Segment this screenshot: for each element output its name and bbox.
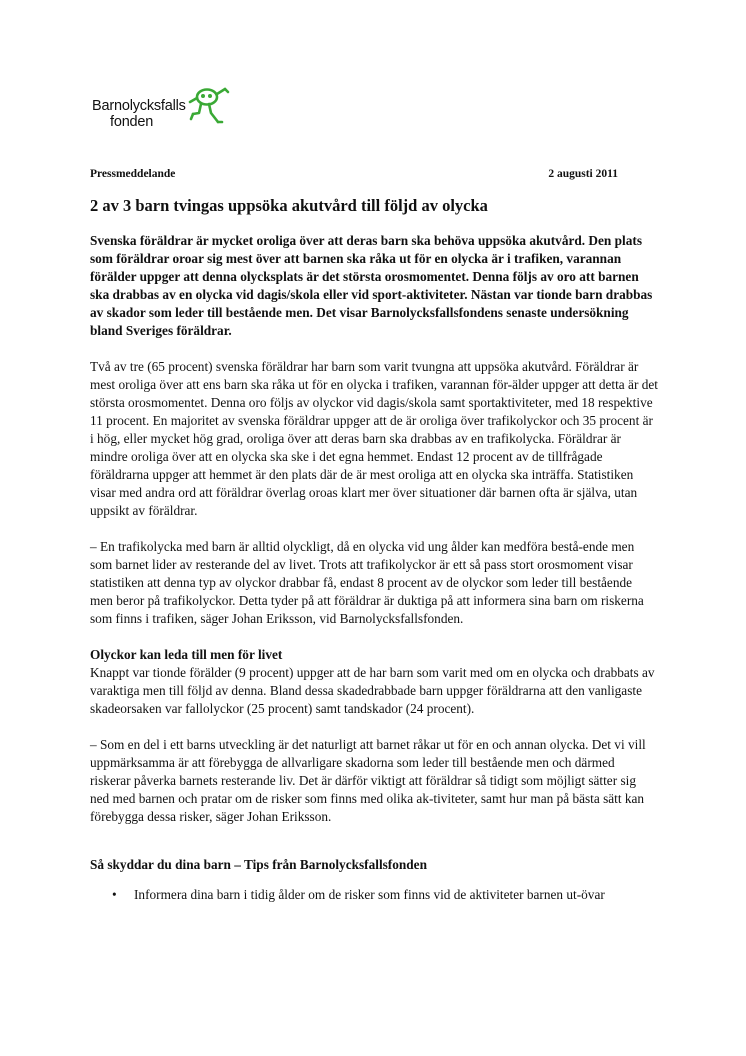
article-body xyxy=(90,232,658,904)
header-row xyxy=(90,168,618,180)
body-paragraph-1: Två av tre (65 procent) svenska föräldrar har barn som varit tvungna att uppsöka akutvård. Föräldrar är mest oroliga över att ens barn ska råka ut för en olycka i trafiken, varannan för-älder uppger att detta är det största orosmomentet. Denna oro följs av olyckor vid dagis/skola samt sportaktiviteter, med 18 respektive 11 procent. En majoritet av svenska föräldrar uppger att de är oroliga över trafikolyckor och 35 procent är i hög, eller mycket hög grad, oroliga över att deras barn ska drabbas av en trafikolycka. Föräldrar är mindre oroliga över att en olycka ska ske i det egna hemmet. Endast 12 procent av de tillfrågade föräldrarna uppger att hemmet är den plats där de är mest oroliga att en olycka ska inträffa. Statistiken visar med andra ord att föräldrar överlag oroas klart mer över situationer där barnen ofta är själva, utan uppsikt av föräldrar. xyxy=(90,359,658,518)
tip-text: Informera dina barn i tidig ålder om de risker som finns vid de aktiviteter barnen ut-övar xyxy=(134,887,605,902)
doc-date: 2 augusti 2011 xyxy=(548,168,618,180)
lead-paragraph: Svenska föräldrar är mycket oroliga över att deras barn ska behöva uppsöka akutvård. Den plats som föräldrar oroar sig mest över att barnen ska råka ut för en olycka är i trafiken, varannan förälder uppger att denna olycksplats är det största orosmomentet. Denna följs av oro att barnen ska drabbas av en olycka vid dagis/skola eller vid sport-aktiviteter. Nästan var tionde barn drabbas av skador som leder till bestående men. Det visar Barnolycksfallsfondens senaste undersökning bland Sveriges föräldrar. xyxy=(90,233,653,338)
logo xyxy=(92,86,232,146)
page-title: 2 av 3 barn tvingas uppsöka akutvård till följd av olycka xyxy=(90,196,488,215)
tips-list xyxy=(90,886,658,904)
logo-wordmark xyxy=(92,98,186,130)
section-paragraph-1: Knappt var tionde förälder (9 procent) uppger att de har barn som varit med om en olycka och drabbats av varaktiga men till följd av denna. Bland dessa skadedrabbade barn uppger föräldrarna att den vanligaste skadeorsaken var fallolyckor (25 procent) samt tandskador (24 procent). xyxy=(90,665,655,716)
section-paragraph-2: – Som en del i ett barns utveckling är det naturligt att barnet råkar ut för en och annan olycka. Det vi vill uppmärksamma är att förebygga de allvarligare skadorna som leder till bestående men och därmed riskerar påverka barnets resterande liv. Det är därför viktigt att föräldrar så tidigt som möjligt sätter sig ned med barnen och pratar om de risker som finns med olika ak-tiviteter, samt hur man på bästa sätt kan förebygga dessa risker, säger Johan Eriksson. xyxy=(90,737,646,824)
body-paragraph-2: – En trafikolycka med barn är alltid olyckligt, då en olycka vid ung ålder kan medföra bestå-ende men som barnet lider av resterande del av livet. Trots att trafikolyckor är ett så pass stort orosmoment visar statistiken att denna typ av olyckor drabbar få, endast 8 procent av de olyckor som leder till bestående men beror på trafikolyckor. Detta tyder på att föräldrar är duktiga på att informera sina barn om riskerna som finns i trafiken, säger Johan Eriksson, vid Barnolycksfallsfonden. xyxy=(90,539,644,626)
doc-type: Pressmeddelande xyxy=(90,168,176,180)
section-heading: Olyckor kan leda till men för livet xyxy=(90,647,283,662)
logo-line-2: fonden xyxy=(110,114,154,130)
list-item xyxy=(90,886,658,904)
mascot-icon xyxy=(187,86,231,128)
bullet-icon: • xyxy=(112,887,117,902)
logo-line-1: Barnolycksfalls xyxy=(92,98,186,114)
tips-heading: Så skyddar du dina barn – Tips från Barnolycksfallsfonden xyxy=(90,857,427,872)
